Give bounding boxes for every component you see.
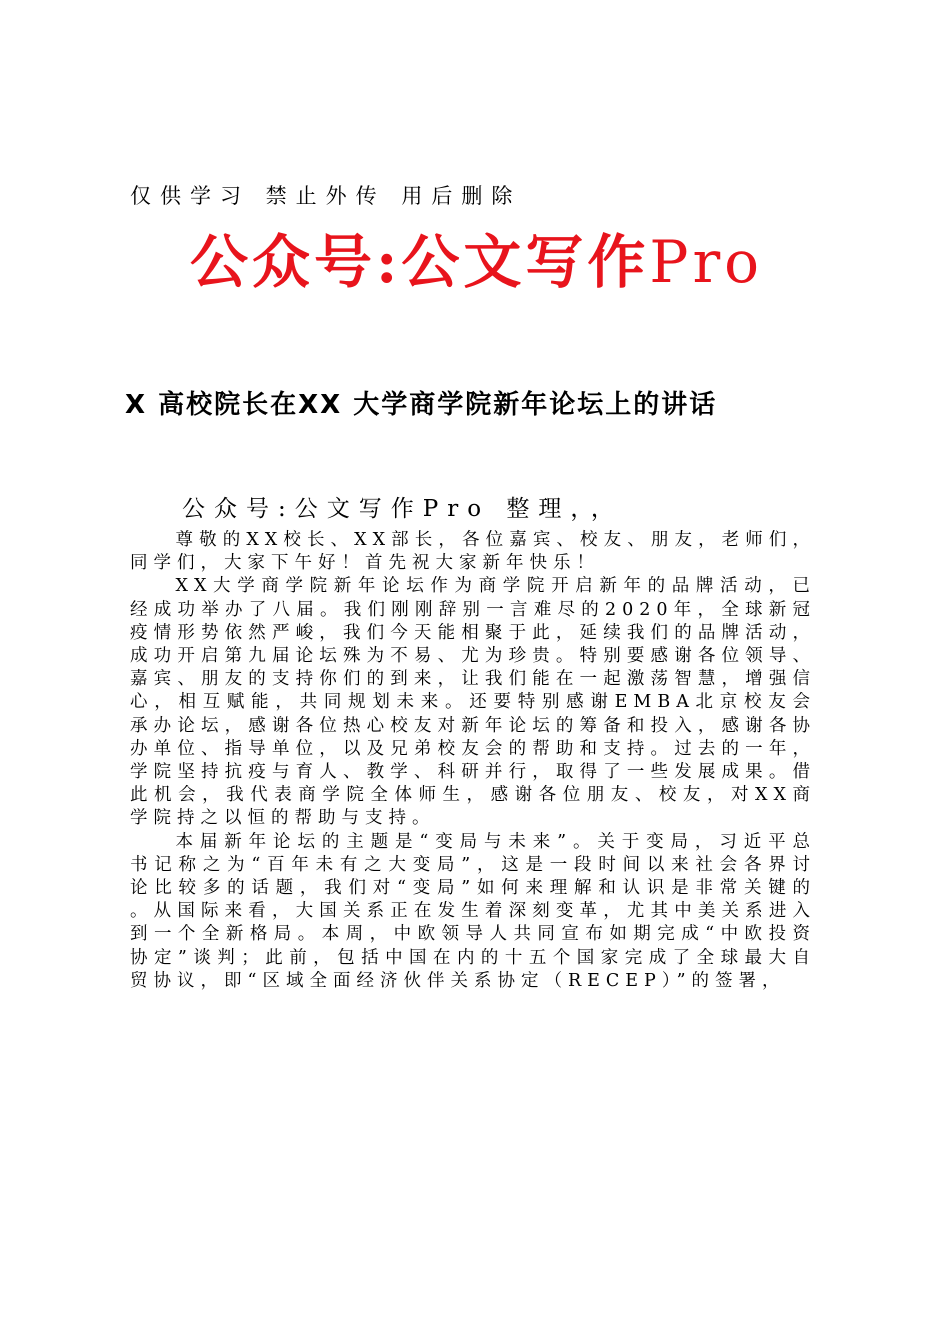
brand-watermark: [190, 222, 810, 302]
paragraph-greeting: 尊敬的XX校长、XX部长，各位嘉宾、校友、朋友，老师们，同学们，大家下午好！首先祝大家新年快乐！: [130, 530, 816, 574]
paragraph-forum-intro: XX大学商学院新年论坛作为商学院开启新年的品牌活动，已经成功举办了八届。我们刚刚辞别一言难尽的2020年，全球新冠疫情形势依然严峻，我们今天能相聚于此，延续我们的品牌活动，成功开启第九届论坛殊为不易、尤为珍贵。特别要感谢各位领导、嘉宾、朋友的支持你们的到来，让我们能在一起激荡智慧，增强信心，相互赋能，共同规划未来。还要特别感谢EMBA北京校友会承办论坛，感谢各位热心校友对新年论坛的筹备和投入，感谢各协办单位、指导单位，以及兄弟校友会的帮助和支持。过去的一年，学院坚持抗疫与育人、教学、科研并行，取得了一些发展成果。借此机会，我代表商学院全体师生，感谢各位朋友、校友，对XX商学院持之以恒的帮助与支持。: [130, 576, 816, 829]
usage-notice: 仅供学习 禁止外传 用后删除: [130, 184, 522, 208]
brand-name-cn: 公众号:公文写作: [190, 228, 650, 296]
byline: 公众号:公文写作Pro 整理，，: [182, 496, 623, 522]
paragraph-theme: 本届新年论坛的主题是“变局与未来”。关于变局，习近平总书记称之为“百年未有之大变局”，这是一段时间以来社会各界讨论比较多的话题，我们对“变局”如何来理解和认识是非常关键的。从国际来看，大国关系正在发生着深刻变革，尤其中美关系进入到一个全新格局。本周，中欧领导人共同宣布如期完成“中欧投资协定”谈判；此前，包括中国在内的十五个国家完成了全球最大自贸协议，即“区域全面经济伙伴关系协定（RECEP）”的签署，: [130, 831, 816, 991]
document-body: [130, 529, 816, 993]
document-title: X 高校院长在XX 大学商学院新年论坛上的讲话: [125, 390, 718, 420]
brand-name-latin: Pro: [649, 228, 764, 296]
